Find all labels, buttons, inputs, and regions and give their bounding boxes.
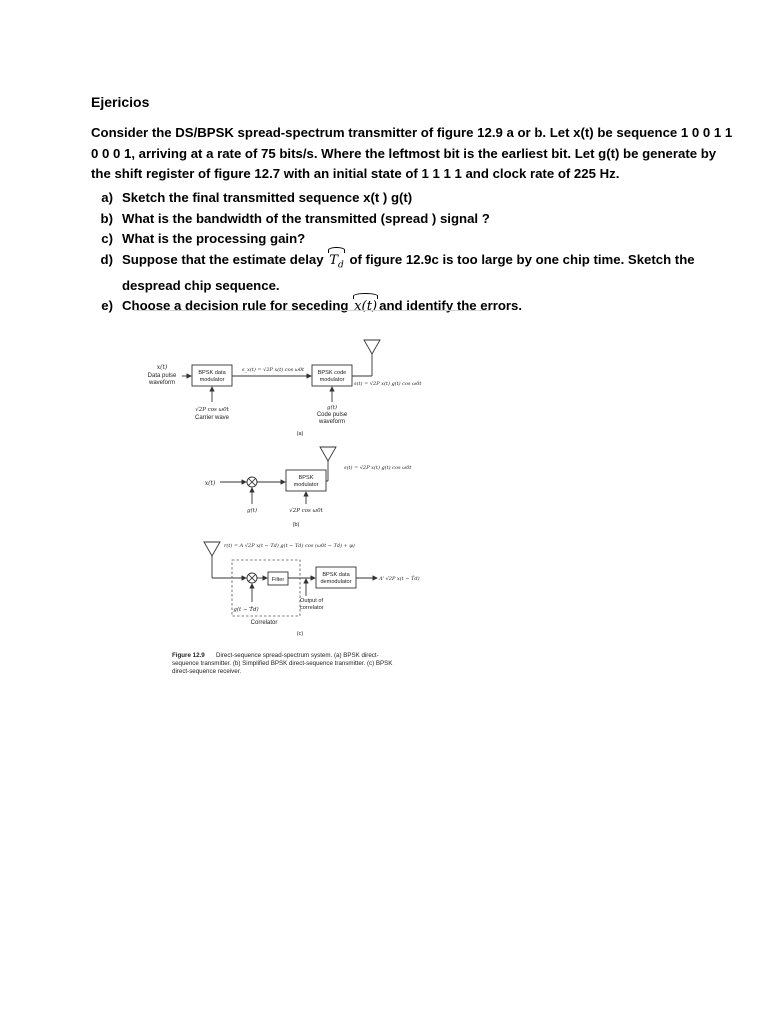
reference-code-symbol: g(t − T̂d) bbox=[233, 607, 259, 613]
question-text: and identify the errors. bbox=[379, 298, 523, 314]
caption-line: Direct-sequence spread-spectrum system. (a) BPSK direct- bbox=[216, 652, 379, 659]
statement-line: the shift register of figure 12.7 with an initial state of 1 1 1 1 and clock rate of 225 Hz. bbox=[91, 166, 620, 181]
estimated-delay-symbol: $T_d$ bbox=[327, 251, 346, 276]
question-e bbox=[91, 296, 691, 318]
input-symbol: x(t) bbox=[204, 480, 216, 487]
figure-12-9 bbox=[140, 334, 440, 684]
panel-caption: (c) bbox=[296, 631, 304, 637]
divider-line bbox=[134, 310, 490, 311]
figure-panel-b bbox=[205, 447, 413, 528]
caption-line: direct-sequence receiver. bbox=[172, 668, 242, 675]
code-symbol: g(t) bbox=[246, 508, 258, 514]
code-label: Code pulse bbox=[316, 412, 348, 418]
antenna-icon bbox=[320, 447, 336, 461]
question-text: What is the bandwidth of the transmitted (spread ) signal ? bbox=[122, 210, 490, 226]
question-letter: c) bbox=[101, 231, 113, 246]
question-letter: e) bbox=[101, 298, 113, 314]
question-text: Suppose that the estimate delay bbox=[122, 251, 324, 267]
correlator-label: Correlator bbox=[250, 620, 278, 626]
block-label: BPSK bbox=[298, 475, 314, 481]
carrier-expression: √2P cos ω0t bbox=[195, 407, 229, 413]
output-signal: A' √2P x(t − T̂d) bbox=[379, 576, 420, 582]
caption-title: Figure 12.9 bbox=[172, 652, 205, 659]
question-text: Choose a decision rule for seceding bbox=[122, 298, 349, 314]
panel-caption: (a) bbox=[296, 431, 304, 437]
block-label: modulator bbox=[199, 377, 225, 383]
received-signal: r(t) = A √2P x(t − Td) g(t − Td) cos (ω0t − Td) + φ) bbox=[224, 543, 355, 549]
code-label: waveform bbox=[318, 419, 346, 425]
code-symbol: g(t) bbox=[326, 405, 338, 411]
page-heading: Ejericios bbox=[91, 94, 150, 110]
output-label: correlator bbox=[300, 605, 324, 611]
question-letter: b) bbox=[100, 210, 113, 226]
statement-line: 0 0 0 1, arriving at a rate of 75 bits/s. Where the leftmost bit is the earliest bit. Let g(t) be generate by bbox=[91, 145, 717, 161]
question-text: What is the processing gain? bbox=[122, 231, 306, 246]
carrier-expression: √2P cos ω0t bbox=[289, 508, 323, 514]
block-label: demodulator bbox=[320, 579, 352, 585]
antenna-icon bbox=[204, 542, 220, 556]
question-text-continued: despread chip sequence. bbox=[122, 277, 280, 293]
question-d bbox=[91, 250, 695, 297]
question-c bbox=[91, 229, 691, 250]
block-label: Filter bbox=[271, 577, 285, 583]
caption-line: sequence transmitter. (b) Simplified BPSK direct-sequence transmitter. (c) BPSK bbox=[172, 660, 393, 667]
block-label: BPSK code bbox=[317, 370, 347, 376]
problem-statement bbox=[91, 123, 733, 185]
question-b bbox=[91, 209, 691, 230]
panel-caption: (b) bbox=[292, 522, 300, 528]
input-label: Data pulse bbox=[147, 373, 177, 379]
input-symbol: x(t) bbox=[156, 364, 168, 371]
output-signal: s(t) = √2P x(t) g(t) cos ω0t bbox=[344, 465, 412, 471]
estimated-signal-symbol: x(t) bbox=[352, 297, 379, 318]
question-a bbox=[91, 188, 691, 209]
intermediate-signal: s_x(t) = √2P x(t) cos ω0t bbox=[241, 367, 305, 373]
question-text: of figure 12.9c is too large by one chip time. Sketch the bbox=[349, 251, 695, 267]
statement-line: Consider the DS/BPSK spread-spectrum transmitter of figure 12.9 a or b. Let x(t) be sequence 1 0 0 1 1 bbox=[91, 125, 733, 140]
output-signal: s(t) = √2P x(t) g(t) cos ω0t bbox=[354, 381, 422, 387]
question-list bbox=[91, 188, 695, 318]
figure-panel-c bbox=[204, 542, 420, 637]
block-label: modulator bbox=[293, 482, 319, 488]
figure-panel-a bbox=[148, 340, 423, 437]
block-label: BPSK data bbox=[322, 572, 350, 578]
question-letter: d) bbox=[100, 251, 113, 267]
output-label: Output of bbox=[300, 598, 324, 604]
block-label: modulator bbox=[319, 377, 345, 383]
question-text: Sketch the final transmitted sequence x(t ) g(t) bbox=[122, 190, 413, 205]
input-label: waveform bbox=[148, 380, 176, 386]
question-letter: a) bbox=[101, 190, 113, 205]
figure-caption bbox=[172, 652, 393, 675]
block-label: BPSK data bbox=[198, 370, 226, 376]
carrier-label: Carrier wave bbox=[194, 415, 230, 421]
antenna-icon bbox=[364, 340, 380, 354]
